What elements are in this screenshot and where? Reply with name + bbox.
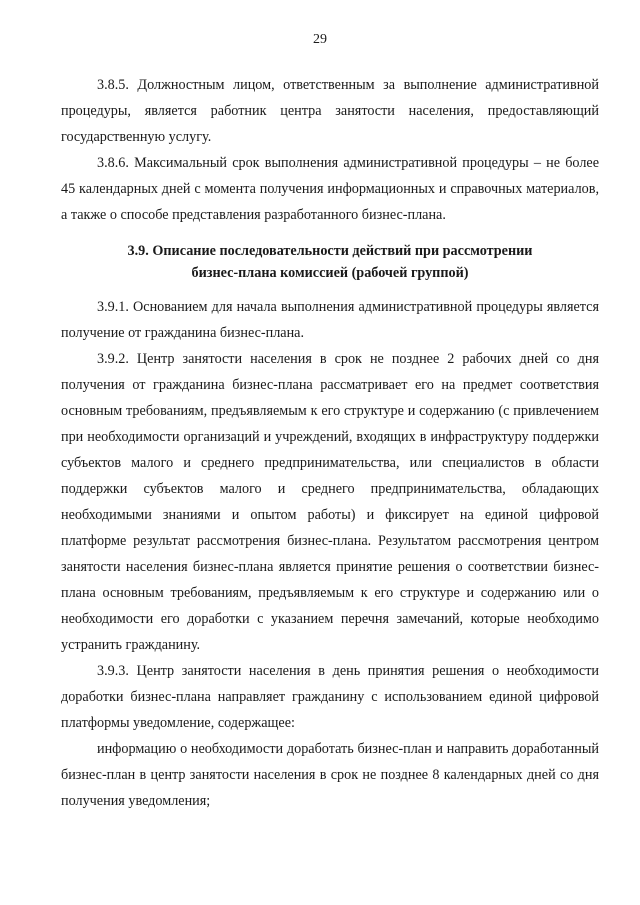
paragraph-3-8-5: 3.8.5. Должностным лицом, ответственным за выполнение административной процедуры, является работник центра занятости населения, предоставляющий государственную услугу. [61, 77, 599, 145]
section-heading-3-9: 3.9. Описание последовательности действий при рассмотрении бизнес-плана комиссией (рабочей группой) [127, 243, 533, 281]
paragraph-3-8-6: 3.8.6. Максимальный срок выполнения административной процедуры – не более 45 календарных дней с момента получения информационных и справочных материалов, а также о способе представления разработанного бизнес-плана. [61, 155, 599, 223]
page-number: 29 [313, 32, 327, 47]
paragraph-3-9-3: 3.9.3. Центр занятости населения в день принятия решения о необходимости доработки бизнес-плана направляет гражданину с использованием единой цифровой платформы уведомление, содержащее: [61, 663, 599, 731]
paragraph-3-9-1: 3.9.1. Основанием для начала выполнения административной процедуры является получение от гражданина бизнес-плана. [61, 299, 599, 341]
paragraph-3-9-2: 3.9.2. Центр занятости населения в срок не позднее 2 рабочих дней со дня получения от гражданина бизнес-плана рассматривает его на предмет соответствия основным требованиям, предъявляемым к его структуре и содержанию (с привлечением при необходимости организаций и учреждений, входящих в инфраструктуру поддержки субъектов малого и среднего предпринимательства, или специалистов в области поддержки субъектов малого и среднего предпринимательства, обладающих необходимыми знаниями и опытом работы) и фиксирует на единой цифровой платформе результат рассмотрения бизнес-плана. Результатом рассмотрения центром занятости населения бизнес-плана является принятие решения о соответствии бизнес-плана основным требованиям, предъявляемым к его структуре и содержанию или о необходимости его доработки с указанием перечня замечаний, которые необходимо устранить гражданину. [61, 351, 599, 653]
paragraph-notification-item: информацию о необходимости доработать бизнес-план и направить доработанный бизнес-план в центр занятости населения в срок не позднее 8 календарных дней со дня получения уведомления; [61, 741, 599, 809]
document-body [61, 72, 599, 814]
